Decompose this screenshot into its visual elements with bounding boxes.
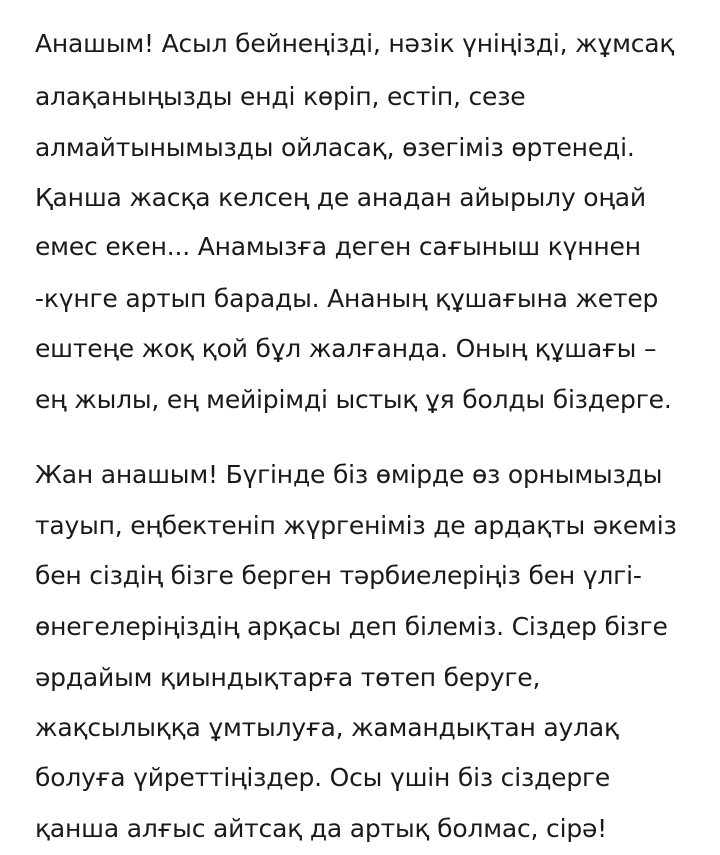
text-line: ең жылы, ең мейірімді ыстық ұя болды біздерге. [35, 385, 672, 414]
text-line: әрдайым қиындықтарға төтеп беруге, [35, 663, 541, 692]
text-line: тауып, еңбектеніп жүргеніміз де ардақты әкеміз [35, 511, 677, 540]
text-line: алмайтынымызды ойласақ, өзегіміз өртенеді. [35, 133, 635, 162]
text-line: алақаныңызды енді көріп, естіп, сезе [35, 82, 526, 111]
text-line: емес екен... Анамызға деген сағыныш күннен [35, 232, 641, 261]
text-line: -күнге артып барады. Ананың құшағына жетер [35, 284, 659, 313]
text-line: жақсылыққа ұмтылуға, жамандықтан аулақ [35, 713, 619, 742]
text-line: ештеңе жоқ қой бұл жалғанда. Оның құшағы – [35, 334, 657, 363]
text-line: болуға үйреттіңіздер. Осы үшін біз сіздерге [35, 763, 611, 792]
text-line: Жан анашым! Бүгінде біз өмірде өз орнымызды [35, 460, 663, 489]
text-line: бен сіздің бізге берген тәрбиелеріңіз бен үлгі- [35, 561, 642, 590]
text-line: Қанша жасқа келсең де анадан айырылу оңай [35, 183, 646, 212]
text-line: Анашым! Асыл бейнеңізді, нәзік үніңізді, жұмсақ [35, 29, 675, 58]
text-line: қанша алғыс айтсақ да артық болмас, сірә! [35, 814, 608, 843]
text-line: өнегелеріңіздің арқасы деп білеміз. Сіздер бізге [35, 612, 668, 641]
